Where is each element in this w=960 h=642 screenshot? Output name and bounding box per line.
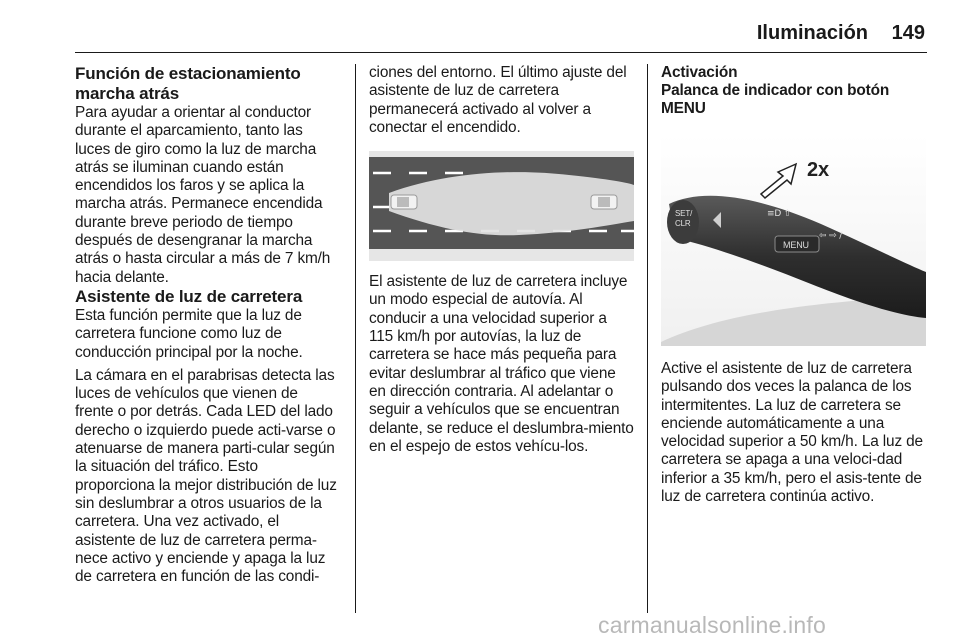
car-ahead bbox=[591, 195, 617, 209]
header-rule bbox=[75, 52, 927, 53]
section-heading-activation: Activación bbox=[661, 64, 738, 81]
running-title: Iluminación bbox=[756, 22, 868, 44]
column-divider-1 bbox=[355, 64, 356, 613]
press-count-label: 2x bbox=[807, 159, 829, 181]
paragraph-high-beam-intro: Esta función permite que la luz de carretera funcione como luz de conducción principal por la noche. bbox=[75, 306, 303, 361]
paragraph-continuation: ciones del entorno. El último ajuste del asistente de luz de carretera permanecerá activado al volver a conectar el encendido. bbox=[369, 64, 627, 136]
paragraph-activation: Active el asistente de luz de carretera pulsando dos veces la palanca de los intermitentes. La luz de carretera se enciende automáticamente a una velocidad superior a 50 km/h. La luz de carretera se apaga a una veloci-dad inferior a 35 km/h, pero el asis-tente de luz de carretera continúa activo. bbox=[661, 360, 923, 506]
column-2 bbox=[369, 64, 634, 456]
column-divider-2 bbox=[647, 64, 648, 613]
car-own bbox=[391, 195, 417, 209]
column-3 bbox=[661, 64, 929, 506]
high-beam-icon: ≡D ⇧ bbox=[767, 209, 792, 219]
paragraph-highway-mode: El asistente de luz de carretera incluye un modo especial de autovía. Al conducir a una velocidad superior a 115 km/h por autovías, la luz de carretera se hace más pequeña para evitar deslumbrar al tráfico que viene en dirección contraria. Al adelantar o seguir a vehículos que se encuentran delante, se reduce el deslumbra-miento en el espejo de estos vehícu-los. bbox=[369, 273, 634, 455]
column-1 bbox=[75, 64, 340, 586]
turn-signal-icon: ⇦ ⇨ / bbox=[819, 231, 843, 241]
road-illustration bbox=[369, 151, 634, 261]
svg-text:CLR: CLR bbox=[675, 219, 691, 228]
road-shoulder-top bbox=[369, 151, 634, 157]
paragraph-parking: Para ayudar a orientar al conductor durante el aparcamiento, tanto las luces de giro como la luz de marcha atrás se iluminan cuando están encendidos los faros y se aplica la marcha atrás. Permanece encendida durante breve periodo de tiempo después de desengranar la marcha atrás o hasta circular a más de 7 km/h hacia delante. bbox=[75, 104, 331, 286]
set-clr-label: SET/ bbox=[675, 209, 693, 218]
paragraph-camera: La cámara en el parabrisas detecta las luces de vehículos que vienen de frente o por detrás. Cada LED del lado derecho o izquierdo puede acti-varse o atenuarse de manera parti-cular según la situación del tráfico. Esto proporciona la mejor distribución de luz sin deslumbrar a otros usuarios de la carretera. Una vez activado, el asistente de luz de carretera perma-nece activo y enciende y apaga la luz de carretera en función de las condi- bbox=[75, 366, 337, 586]
section-heading-high-beam-assist: Asistente de luz de carretera bbox=[75, 286, 303, 306]
page-number: 149 bbox=[891, 22, 925, 44]
watermark: carmanualsonline.info bbox=[598, 612, 826, 638]
subheading-lever: Palanca de indicador con botón MENU bbox=[661, 82, 890, 117]
road-shoulder-bottom bbox=[369, 249, 634, 261]
section-heading-parking: Función de estacionamiento marcha atrás bbox=[75, 64, 301, 103]
menu-button-label: MENU bbox=[783, 240, 809, 250]
lever-illustration bbox=[661, 134, 926, 346]
